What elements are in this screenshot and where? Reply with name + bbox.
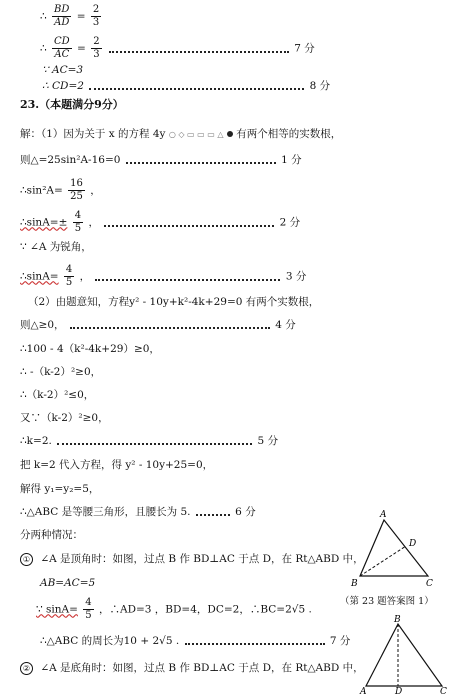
denominator: 5 xyxy=(85,610,92,621)
fraction-4-5 xyxy=(73,210,83,235)
denominator: 25 xyxy=(70,191,83,202)
score-label: 5 分 xyxy=(257,435,279,447)
comma: ， xyxy=(79,270,91,283)
sin-line xyxy=(20,264,306,289)
score-label: 7 分 xyxy=(329,635,351,647)
case2-text: ∠A 是底角时：如图，过点 B 作 BD⊥AC 于点 D，在 Rt△ABD 中， xyxy=(40,662,364,674)
triangle-figure-2 xyxy=(352,614,452,694)
vertex-label-c: C xyxy=(440,687,447,694)
solution-text: 解：（1）因为关于 x 的方程 4y xyxy=(20,128,166,140)
denominator: 5 xyxy=(74,223,82,234)
cd-value: ∴ CD=2 xyxy=(42,80,84,92)
vertex-label-a: A xyxy=(360,687,367,694)
step-1: ∴100 - 4（k²-4k+29）≥0， xyxy=(20,343,160,355)
vertex-label-a: A xyxy=(380,510,387,520)
score-label: 1 分 xyxy=(281,154,302,166)
fraction-4-5 xyxy=(64,264,74,289)
delta-ge0: 则△≥0， xyxy=(20,319,65,331)
given-ac: ∵ AC=3 xyxy=(42,64,84,76)
k-value: ∴k=2. xyxy=(20,435,52,447)
denominator: 5 xyxy=(65,277,73,288)
numerator: 2 xyxy=(92,4,100,15)
triangle-abc xyxy=(366,624,442,686)
therefore-symbol: ∴ xyxy=(40,10,47,23)
solve-line: 解得 y₁=y₂=5， xyxy=(20,483,100,495)
dot-leader xyxy=(89,82,304,90)
delta-ge0-line xyxy=(20,318,296,332)
cases-line: 分两种情况： xyxy=(20,529,83,541)
dot-leader xyxy=(104,219,274,227)
fraction-2-3 xyxy=(91,36,101,61)
case1-line xyxy=(20,552,364,566)
sin-prefix: ∴sinA= xyxy=(20,270,59,283)
step-4: 又∵（k-2）²≥0， xyxy=(20,412,109,424)
sin-squared-prefix: ∴sin²A= xyxy=(20,184,63,197)
denominator: AD xyxy=(54,17,70,28)
isosceles-line xyxy=(20,505,256,519)
denominator: AC xyxy=(54,49,70,60)
k-equals-line xyxy=(20,434,278,448)
solution-part1: 解：（1）因为关于 x 的方程 4y ○ ◇ ▭ ▭ ▭ △ 有两个相等的实数根， xyxy=(20,128,342,140)
sin-squared-line xyxy=(20,178,101,203)
isosceles-text: ∴△ABC 是等腰三角形，且腰长为 5. xyxy=(20,506,191,518)
step-3: ∴（k-2）²≤0， xyxy=(20,389,95,401)
case-number-1: ① xyxy=(20,553,33,566)
fraction-16-25 xyxy=(68,178,85,203)
step-2: ∴ -（k-2）²≥0， xyxy=(20,366,102,378)
dot-leader xyxy=(70,321,270,329)
numerator: 16 xyxy=(70,178,83,189)
therefore-symbol: ∴ xyxy=(40,42,47,55)
score-label: 8 分 xyxy=(309,80,331,92)
denominator: 3 xyxy=(93,49,100,60)
case1-sin-line xyxy=(36,597,312,622)
delta-line xyxy=(20,153,302,167)
numerator: 4 xyxy=(74,210,82,221)
sin-pm-prefix: ∴sinA=± xyxy=(20,216,68,229)
vertex-label-d: D xyxy=(409,539,417,549)
score-label: 2 分 xyxy=(279,216,301,229)
solution-text-b: 有两个相等的实数根， xyxy=(236,128,342,140)
fraction-cd-ac xyxy=(52,36,72,61)
ratio-cd-ac xyxy=(40,36,315,61)
sin-prefix: ∵ sinA= xyxy=(36,603,78,616)
score-label: 7 分 xyxy=(294,42,315,55)
fraction-bd-ad xyxy=(52,4,71,29)
delta-equation: 则△=25sin²A-16=0 xyxy=(20,154,121,166)
equals: = xyxy=(76,10,86,23)
acute-angle-line: ∵ ∠A 为锐角， xyxy=(20,241,92,253)
numerator: CD xyxy=(54,36,70,47)
fraction-4-5 xyxy=(83,597,93,622)
perimeter-text: ∴△ABC 的周长为10 + 2√5 . xyxy=(40,635,180,647)
numerator: 4 xyxy=(85,597,92,608)
denominator: 3 xyxy=(92,17,100,28)
substitute-line: 把 k=2 代入方程，得 y² - 10y+25=0， xyxy=(20,459,214,471)
comma: ， xyxy=(90,184,101,197)
part2-intro: （2）由题意知，方程y² - 10y+k²-4k+29=0 有两个实数根， xyxy=(28,296,320,308)
case1-results: ，∴AD=3 ，BD=4，DC=2，∴BC=2√5 . xyxy=(98,603,312,616)
dot-leader xyxy=(57,437,252,445)
cd-line xyxy=(42,79,330,93)
score-label: 4 分 xyxy=(275,319,296,331)
figure-caption: （第 23 题答案图 1） xyxy=(340,596,434,607)
equals: = xyxy=(77,42,86,55)
dot-leader xyxy=(196,508,230,516)
numerator: 2 xyxy=(93,36,100,47)
ratio-bd-ad xyxy=(40,4,103,29)
dot-leader xyxy=(185,637,325,645)
ink-blot xyxy=(227,131,233,137)
case1-text: ∠A 是顶角时：如图，过点 B 作 BD⊥AC 于点 D，在 Rt△ABD 中， xyxy=(40,553,364,565)
dot-leader xyxy=(109,45,289,53)
fraction-2-3 xyxy=(91,4,101,29)
numerator: BD xyxy=(54,4,70,15)
perimeter-line xyxy=(40,634,350,648)
comma: ， xyxy=(88,216,99,229)
numerator: 4 xyxy=(65,264,73,275)
vertex-label-c: C xyxy=(426,579,433,589)
score-label: 3 分 xyxy=(285,270,307,283)
question-heading: 23.（本题满分9分） xyxy=(20,98,124,111)
case2-line xyxy=(20,661,364,675)
case-number-2: ② xyxy=(20,662,33,675)
vertex-label-b: B xyxy=(351,579,358,589)
vertex-label-d: D xyxy=(395,687,403,694)
vertex-label-b: B xyxy=(394,615,401,625)
dot-leader xyxy=(126,156,276,164)
ab-ac-line: AB=AC=5 xyxy=(40,577,96,589)
sin-plusminus-line xyxy=(20,210,300,235)
triangle-abc xyxy=(360,520,428,576)
dot-leader xyxy=(95,273,280,281)
score-label: 6 分 xyxy=(235,506,256,518)
triangle-figure-1 xyxy=(348,508,440,590)
